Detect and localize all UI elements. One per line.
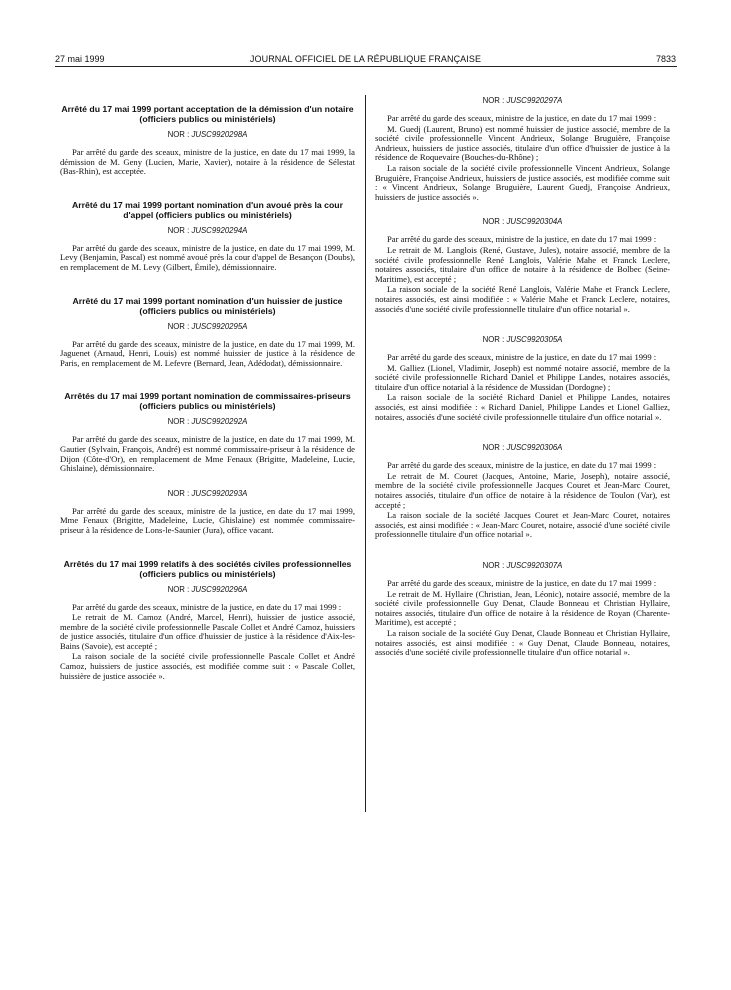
article-title: Arrêtés du 17 mai 1999 portant nomination de commissaires-priseurs (officiers publics ou ministériels) (64, 391, 351, 412)
article-paragraph: La raison sociale de la société Jacques Couret et Jean-Marc Couret, notaires associés, est ainsi modifiée : « Jean-Marc Couret, notaire, associé d'une société civile professionnelle titulaire d'un office notarial ». (375, 510, 670, 540)
article-nomination-avoue (60, 200, 355, 273)
article-title: Arrêté du 17 mai 1999 portant nomination d'un avoué près la cour d'appel (officiers publics ou ministériels) (72, 199, 343, 220)
nor-reference: NOR : JUSC9920293A (167, 488, 248, 498)
nor-reference: NOR : JUSC9920292A (167, 417, 248, 427)
article-nomination-commissaires-priseurs (60, 391, 355, 535)
nor-reference: NOR : JUSC9920304A (482, 217, 563, 227)
header-page-number: 7833 (655, 54, 676, 64)
article-paragraph: Le retrait de M. Langlois (René, Gustave, Jules), notaire associé, membre de la société civile professionnelle René Langlois, Valérie Mahe et Franck Leclere, notaires associés, titulaire d'un office de notaire à la résidence de Bolbec (Seine-Maritime), est accepté ; (375, 244, 670, 284)
article-paragraph: La raison sociale de la société René Langlois, Valérie Mahe et Franck Leclere, notaires associés, est ainsi modifiée : « Valérie Mahe et Franck Leclere, notaires, associés d'une société civile professionnelle titulaire d'un office notarial ». (375, 284, 670, 314)
right-column (375, 90, 670, 659)
nor-reference: NOR : JUSC9920297A (482, 96, 563, 105)
nor-reference: NOR : JUSC9920298A (167, 130, 248, 139)
article-paragraph: Par arrêté du garde des sceaux, ministre de la justice, en date du 17 mai 1999 : (387, 578, 657, 588)
nor-reference: NOR : JUSC9920306A (482, 443, 563, 453)
article-title: Arrêtés du 17 mai 1999 relatifs à des sociétés civiles professionnelles (officiers publics ou ministériels) (63, 558, 352, 579)
article-paragraph: Par arrêté du garde des sceaux, ministre de la justice, en date du 17 mai 1999, Mme Fenaux (Brigitte, Madeleine, Lucie, Ghislaine) est nommée commissaire-priseur à la résidence de Lons-le-Saunier (Jura), office vacant. (60, 505, 355, 535)
nor-reference: NOR : JUSC9920307A (482, 561, 563, 570)
left-column (60, 90, 355, 682)
article-paragraph: La raison sociale de la société civile professionnelle Pascale Collet et André Camoz, huissiers de justice associés, est modifiée comme suit : « Pascale Collet, huissière de justice associée ». (60, 651, 355, 681)
article-paragraph: Par arrêté du garde des sceaux, ministre de la justice, en date du 17 mai 1999, M. Jaguenet (Arnaud, Henri, Louis) est nommé huissier de justice à la résidence de Paris, en remplacement de M. Lefevre (Bernard, Jean, Adédodat), démissionnaire. (60, 338, 355, 368)
article-paragraph: La raison sociale de la société Guy Denat, Claude Bonneau et Christian Hyllaire, notaires associés, est ainsi modifiée : « Guy Denat, Claude Bonneau, notaires, associés d'une société civile professionnelle titulaire d'un office notarial ». (375, 627, 670, 658)
article-paragraph: Par arrêté du garde des sceaux, ministre de la justice, en date du 17 mai 1999, la démission de M. Geny (Lucien, Marie, Xavier), notaire à la résidence de Sélestat (Bas-Rhin), est acceptée. (60, 147, 355, 177)
article-title: Arrêté du 17 mai 1999 portant acceptation de la démission d'un notaire (officiers publics ou ministériels) (61, 104, 354, 124)
decision-galliez (375, 335, 670, 422)
article-societes-civiles (60, 559, 355, 682)
decision-guedj (375, 96, 670, 202)
article-paragraph: Par arrêté du garde des sceaux, ministre de la justice, en date du 17 mai 1999 : (387, 234, 657, 245)
article-nomination-huissier (60, 296, 355, 369)
nor-reference: NOR : JUSC9920294A (167, 225, 248, 235)
article-paragraph: Le retrait de M. Camoz (André, Marcel, Henri), huissier de justice associé, membre de la société civile professionnelle Pascale Collet et André Camoz, huissiers de justice associés, titulaire d'un office d'huissier de justice à la résidence d'Aix-les-Bains (Savoie), est accepté ; (60, 612, 355, 651)
article-paragraph: Par arrêté du garde des sceaux, ministre de la justice, en date du 17 mai 1999, M. Gautier (Sylvain, François, André) est nommé commissaire-priseur à la résidence de Dijon (Côte-d'Or), en remplacement de Mme Fenaux (Brigitte, Madeleine, Lucie, Ghislaine), démissionnaire. (60, 434, 355, 474)
column-separator (365, 95, 366, 812)
article-paragraph: La raison sociale de la société civile professionnelle Vincent Andrieux, Solange Bruguière, Françoise Andrieux, huissiers de justice associés, est modifiée comme suit : « Vincent Andrieux, Solange Bruguière, Laurent Guedj, Françoise Andrieux, huissiers de justice associés ». (375, 162, 670, 202)
nor-reference: NOR : JUSC9920305A (482, 335, 563, 345)
decision-couret (375, 443, 670, 540)
article-paragraph: M. Guedj (Laurent, Bruno) est nommé huissier de justice associé, membre de la société civile professionnelle Vincent Andrieux, Solange Bruguière, Françoise Andrieux, huissiers de justice associés, titulaire d'un office d'huissier de justice à la résidence de Roquevaire (Bouches-du-Rhône) ; (375, 123, 670, 163)
header-date: 27 mai 1999 (55, 54, 105, 64)
article-paragraph: Le retrait de M. Hyllaire (Christian, Jean, Léonic), notaire associé, membre de la société civile professionnelle Guy Denat, Claude Bonneau et Christian Hyllaire, notaires associés, titulaire d'un office de notaire à la résidence de Royan (Charente-Maritime), est accepté ; (375, 588, 670, 628)
article-paragraph: Le retrait de M. Couret (Jacques, Antoine, Marie, Joseph), notaire associé, membre de la société civile professionnelle Jacques Couret et Jean-Marc Couret, notaires associés, titulaire d'un office de notaire à la résidence de Toulon (Var), est accepté ; (375, 470, 670, 510)
article-paragraph: Par arrêté du garde des sceaux, ministre de la justice, en date du 17 mai 1999 : (72, 601, 342, 612)
article-paragraph: La raison sociale de la société Richard Daniel et Philippe Landes, notaires associés, est ainsi modifiée : « Richard Daniel, Philippe Landes et Lionel Galliez, notaires, associés d'une société civile professionnelle titulaire d'un office notarial ». (375, 392, 670, 422)
header-journal-title: JOURNAL OFFICIEL DE LA RÉPUBLIQUE FRANÇAISE (249, 54, 482, 64)
header-rule (55, 66, 677, 67)
nor-reference: NOR : JUSC9920295A (167, 321, 248, 331)
article-demission-notaire (60, 104, 355, 177)
decision-langlois (375, 217, 670, 314)
article-paragraph: Par arrêté du garde des sceaux, ministre de la justice, en date du 17 mai 1999 : (387, 113, 657, 123)
article-paragraph: M. Galliez (Lionel, Vladimir, Joseph) est nommé notaire associé, membre de la société civile professionnelle Richard Daniel et Philippe Landes, notaires associés, titulaire d'un office notarial à la résidence de Mussidan (Dordogne) ; (375, 362, 670, 392)
article-paragraph: Par arrêté du garde des sceaux, ministre de la justice, en date du 17 mai 1999 : (387, 460, 657, 471)
article-paragraph: Par arrêté du garde des sceaux, ministre de la justice, en date du 17 mai 1999, M. Levy (Benjamin, Pascal) est nommé avoué près la cour d'appel de Besançon (Doubs), en remplacement de M. Levy (Gilbert, Émile), démissionnaire. (60, 242, 355, 272)
nor-reference: NOR : JUSC9920296A (167, 584, 248, 594)
decision-hyllaire (375, 561, 670, 658)
article-paragraph: Par arrêté du garde des sceaux, ministre de la justice, en date du 17 mai 1999 : (387, 352, 657, 363)
article-title: Arrêté du 17 mai 1999 portant nomination d'un huissier de justice (officiers publics ou ministériels) (72, 295, 343, 316)
